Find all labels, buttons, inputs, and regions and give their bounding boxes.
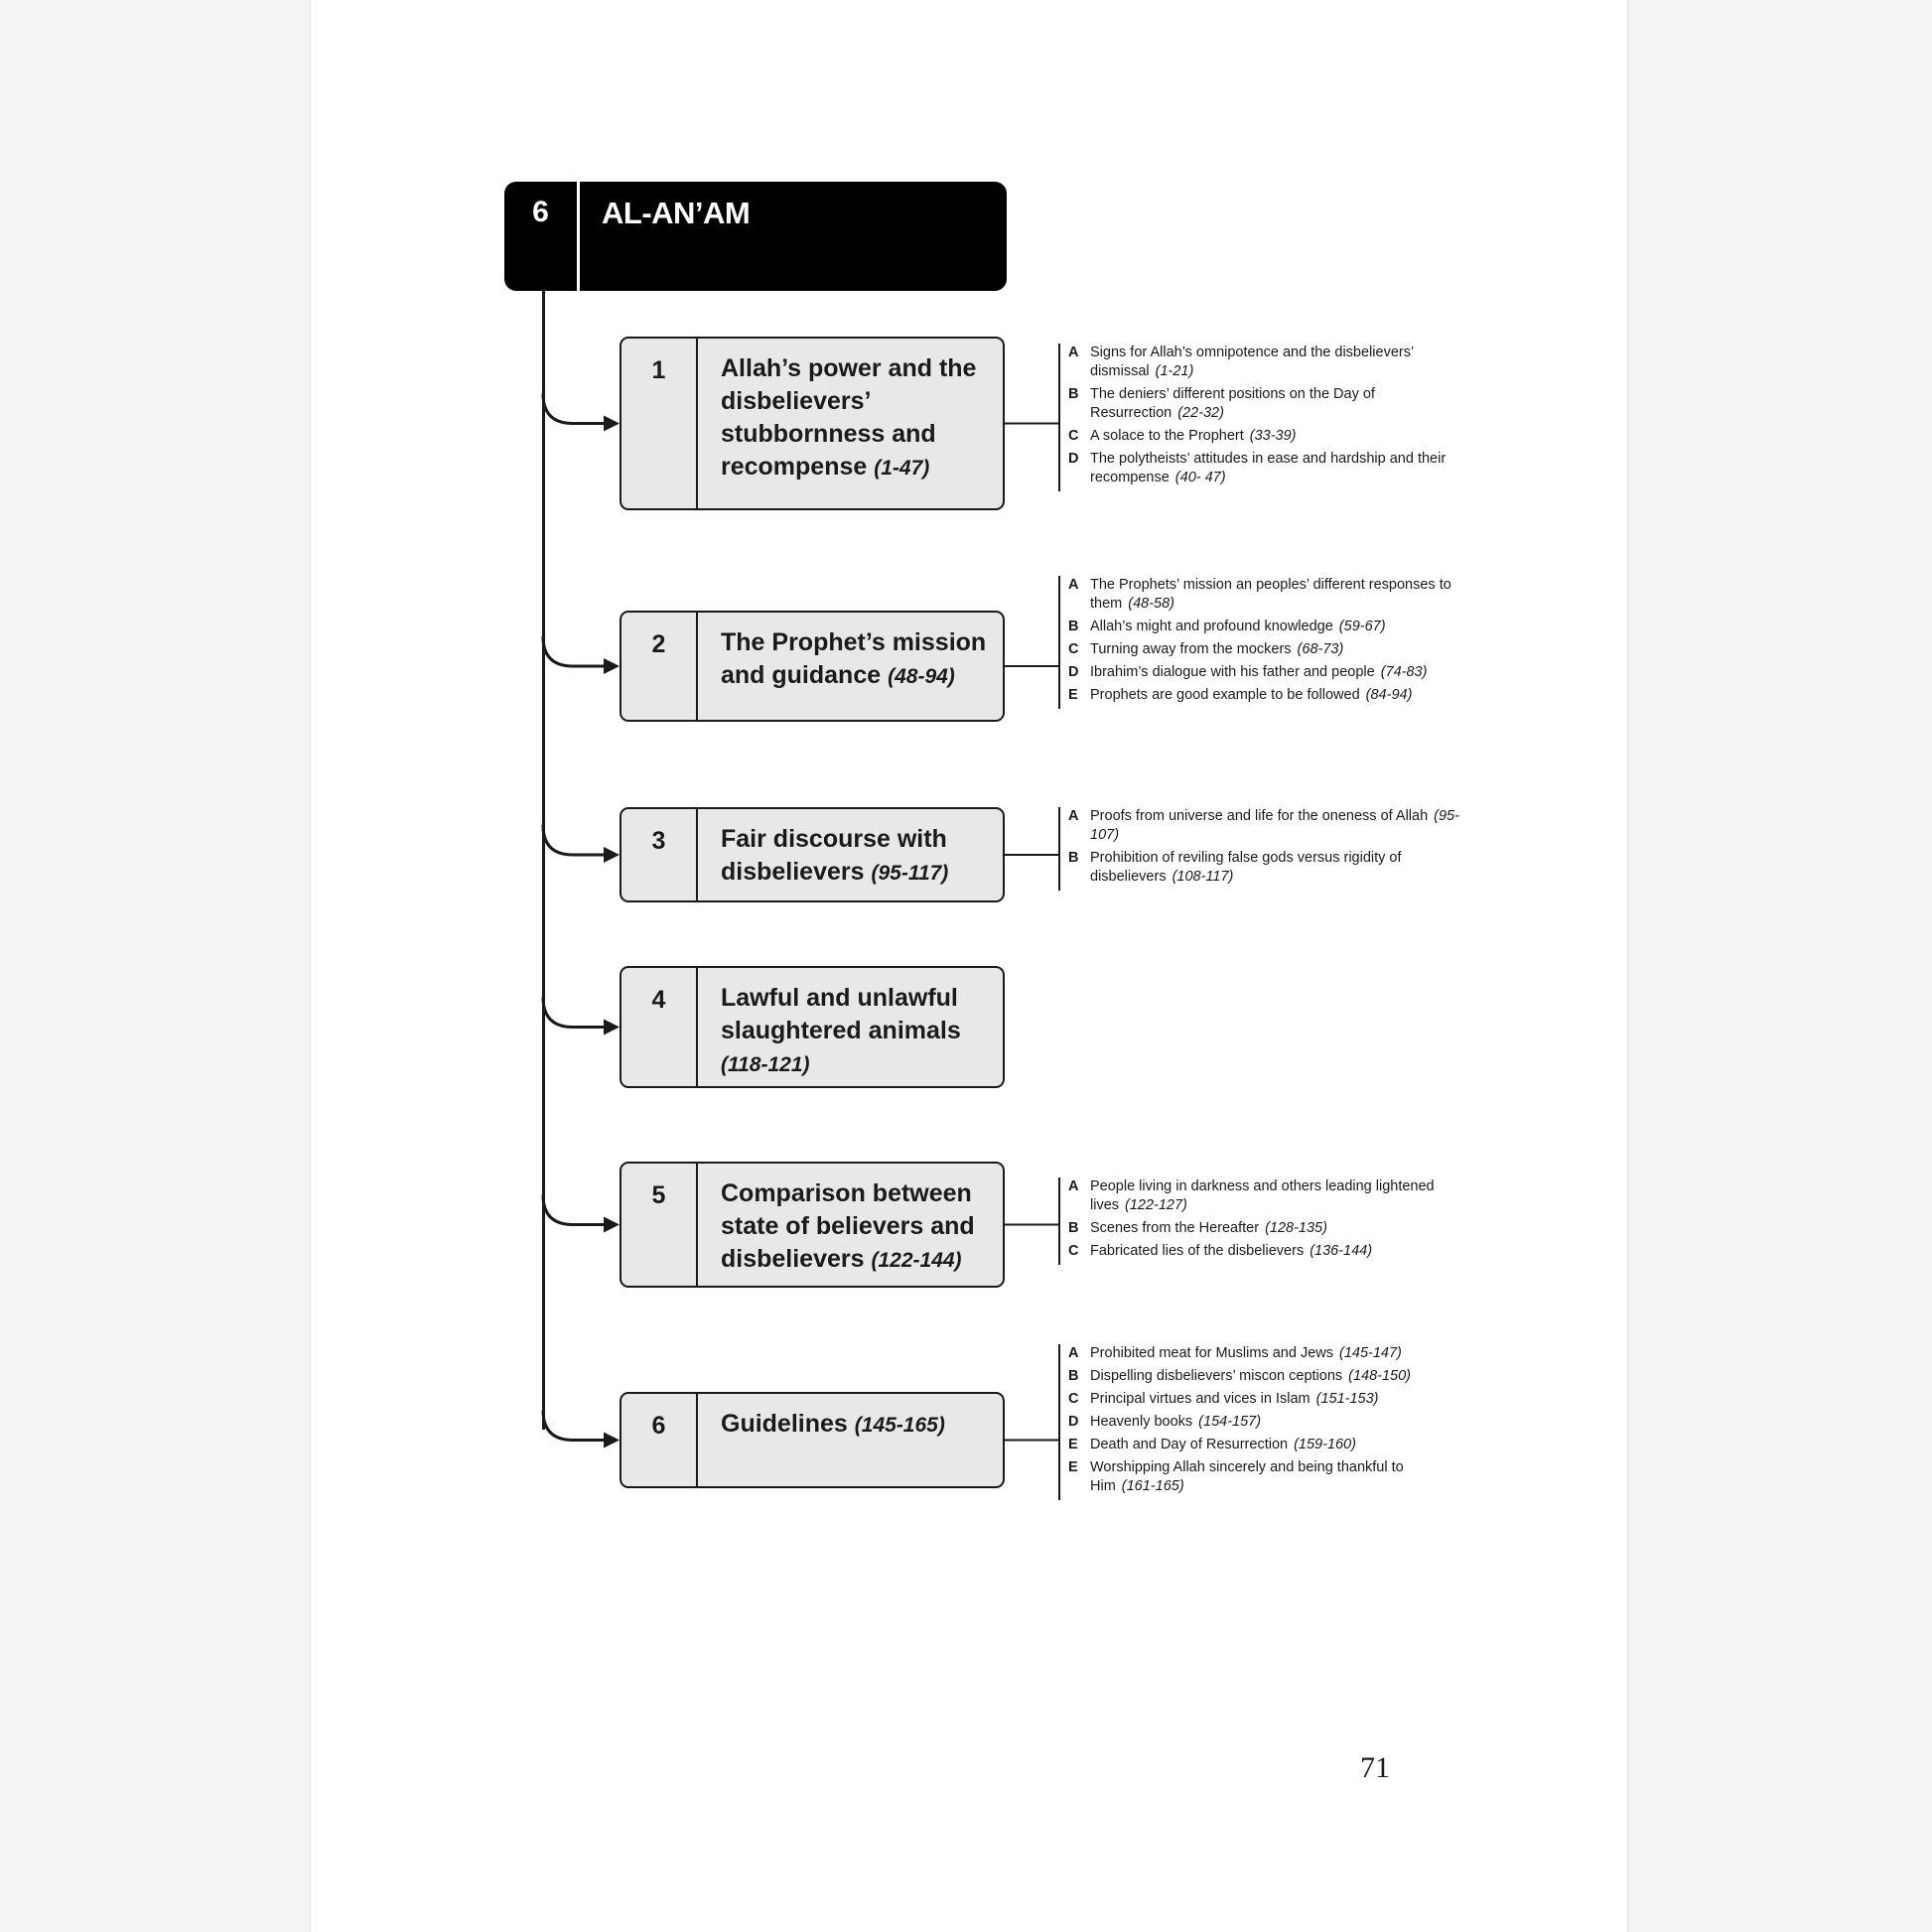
subtopic-text: The deniers’ different positions on the Day of Resurrection — [1090, 386, 1375, 421]
subtopic-letter: B — [1068, 386, 1079, 402]
section-title: The Prophet’s mission and guidance — [721, 628, 987, 689]
section-title-block — [721, 352, 991, 484]
subtopic-item — [1068, 1219, 1465, 1238]
subtopic-item — [1068, 640, 1465, 659]
subtopic-range: (40- 47) — [1174, 470, 1226, 485]
subtopic-item — [1068, 1390, 1465, 1409]
subtopic-item — [1068, 1242, 1465, 1261]
subtopic-list-5 — [1058, 1177, 1465, 1265]
section-number: 6 — [621, 1394, 698, 1486]
subtopic-range: (59-67) — [1338, 619, 1386, 634]
subtopic-range: (33-39) — [1249, 428, 1297, 444]
subtopic-letter: C — [1068, 641, 1079, 657]
subtopic-range: (159-160) — [1294, 1437, 1356, 1452]
section-box-6 — [620, 1392, 1005, 1488]
subtopic-letter: B — [1068, 1368, 1079, 1384]
subtopic-text: Prohibition of reviling false gods versus rigidity of disbelievers — [1090, 850, 1402, 885]
section-number: 5 — [621, 1164, 698, 1286]
subtopic-range: (68-73) — [1297, 641, 1344, 657]
section-number: 3 — [621, 809, 698, 900]
subtopic-item — [1068, 385, 1465, 423]
section-box-5 — [620, 1162, 1005, 1288]
section-range: (95-117) — [871, 862, 949, 885]
section-range: (1-47) — [874, 457, 930, 480]
subtopic-range: (1-21) — [1155, 363, 1194, 379]
subtopic-range: (145-147) — [1339, 1345, 1402, 1361]
subtopic-item — [1068, 1413, 1465, 1432]
subtopic-item — [1068, 1436, 1465, 1454]
subtopic-text: Allah’s might and profound knowledge — [1090, 619, 1333, 634]
section-box-1 — [620, 337, 1005, 510]
subtopic-letter: C — [1068, 1391, 1079, 1407]
subtopic-letter: A — [1068, 808, 1079, 824]
subtopic-list-6 — [1058, 1344, 1465, 1500]
subtopic-letter: A — [1068, 345, 1079, 360]
section-title: Lawful and unlawful slaughtered animals — [721, 984, 961, 1044]
subtopic-letter: D — [1068, 1414, 1079, 1430]
subtopic-text: People living in darkness and others leading lightened lives — [1090, 1178, 1435, 1213]
subtopic-letter: C — [1068, 1243, 1079, 1259]
subtopic-text: Scenes from the Hereafter — [1090, 1220, 1260, 1236]
section-box-2 — [620, 611, 1005, 722]
section-title-block — [721, 982, 991, 1081]
section-title-block — [721, 1408, 991, 1442]
chapter-title: AL-AN’AM — [602, 196, 751, 230]
subtopic-item — [1068, 1177, 1465, 1215]
subtopic-text: Signs for Allah’s omnipotence and the disbelievers’ dismissal — [1090, 345, 1414, 379]
subtopic-list-2 — [1058, 576, 1465, 709]
subtopic-range: (122-127) — [1125, 1197, 1187, 1213]
subtopic-range: (74-83) — [1380, 664, 1428, 680]
section-box-4 — [620, 966, 1005, 1088]
subtopic-range: (84-94) — [1365, 687, 1413, 703]
subtopic-text: Fabricated lies of the disbelievers — [1090, 1243, 1305, 1259]
section-range: (145-165) — [854, 1414, 945, 1437]
subtopic-text: Prophets are good example to be followed — [1090, 687, 1360, 703]
subtopic-text: Principal virtues and vices in Islam — [1090, 1391, 1311, 1407]
subtopic-range: (136-144) — [1310, 1243, 1373, 1259]
subtopic-item — [1068, 686, 1465, 705]
subtopic-text: Death and Day of Resurrection — [1090, 1437, 1289, 1452]
subtopic-letter: A — [1068, 1345, 1079, 1361]
section-title: Guidelines — [721, 1410, 855, 1438]
section-title-block — [721, 823, 991, 890]
subtopic-item — [1068, 849, 1465, 887]
section-range: (48-94) — [888, 665, 955, 688]
subtopic-letter: D — [1068, 451, 1079, 467]
subtopic-item — [1068, 663, 1465, 682]
subtopic-letter: A — [1068, 577, 1079, 593]
subtopic-letter: D — [1068, 664, 1079, 680]
subtopic-range: (108-117) — [1172, 869, 1234, 885]
tree-trunk-line — [542, 291, 545, 1430]
section-number: 2 — [621, 613, 698, 720]
subtopic-list-1 — [1058, 344, 1465, 491]
section-number: 4 — [621, 968, 698, 1086]
subtopic-text: The polytheists’ attitudes in ease and hardship and their recompense — [1090, 451, 1447, 485]
subtopic-text: Proofs from universe and life for the oneness of Allah — [1090, 808, 1429, 824]
subtopic-text: The Prophets’ mission an peoples’ different responses to them — [1090, 577, 1451, 612]
chapter-header — [504, 182, 1007, 291]
subtopic-letter: B — [1068, 1220, 1079, 1236]
subtopic-range: (151-153) — [1315, 1391, 1379, 1407]
subtopic-text: Dispelling disbelievers’ miscon ceptions — [1090, 1368, 1343, 1384]
page-number: 71 — [1360, 1751, 1390, 1784]
subtopic-item — [1068, 576, 1465, 614]
section-title: Comparison between state of believers and disbelievers — [721, 1179, 975, 1273]
subtopic-letter: B — [1068, 850, 1079, 866]
subtopic-letter: E — [1068, 687, 1078, 703]
subtopic-item — [1068, 1458, 1465, 1496]
section-title: Fair discourse with disbelievers — [721, 825, 947, 886]
subtopic-range: (148-150) — [1348, 1368, 1412, 1384]
subtopic-letter: E — [1068, 1437, 1078, 1452]
section-range: (122-144) — [871, 1249, 962, 1272]
subtopic-item — [1068, 618, 1465, 636]
subtopic-letter: C — [1068, 428, 1079, 444]
section-title: Allah’s power and the disbelievers’ stubbornness and recompense — [721, 354, 977, 481]
subtopic-range: (161-165) — [1121, 1478, 1184, 1494]
subtopic-letter: B — [1068, 619, 1079, 634]
subtopic-letter: A — [1068, 1178, 1079, 1194]
subtopic-list-3 — [1058, 807, 1465, 891]
subtopic-text: Ibrahim’s dialogue with his father and people — [1090, 664, 1375, 680]
subtopic-item — [1068, 450, 1465, 487]
subtopic-range: (128-135) — [1265, 1220, 1327, 1236]
section-number: 1 — [621, 339, 698, 508]
subtopic-range: (95-107) — [1090, 808, 1459, 843]
section-range: (118-121) — [721, 1053, 810, 1076]
subtopic-range: (48-58) — [1128, 596, 1174, 612]
chapter-number: 6 — [504, 182, 580, 291]
section-title-block — [721, 626, 991, 693]
subtopic-letter: E — [1068, 1459, 1078, 1475]
subtopic-item — [1068, 344, 1465, 381]
subtopic-text: Prohibited meat for Muslims and Jews — [1090, 1345, 1333, 1361]
subtopic-item — [1068, 1367, 1465, 1386]
subtopic-text: Worshipping Allah sincerely and being thankful to Him — [1090, 1459, 1404, 1494]
section-box-3 — [620, 807, 1005, 902]
subtopic-item — [1068, 427, 1465, 446]
subtopic-text: A solace to the Prophert — [1090, 428, 1244, 444]
subtopic-item — [1068, 807, 1465, 845]
section-title-block — [721, 1177, 991, 1277]
subtopic-range: (154-157) — [1198, 1414, 1262, 1430]
subtopic-text: Heavenly books — [1090, 1414, 1193, 1430]
subtopic-range: (22-32) — [1177, 405, 1224, 421]
subtopic-text: Turning away from the mockers — [1090, 641, 1292, 657]
subtopic-item — [1068, 1344, 1465, 1363]
